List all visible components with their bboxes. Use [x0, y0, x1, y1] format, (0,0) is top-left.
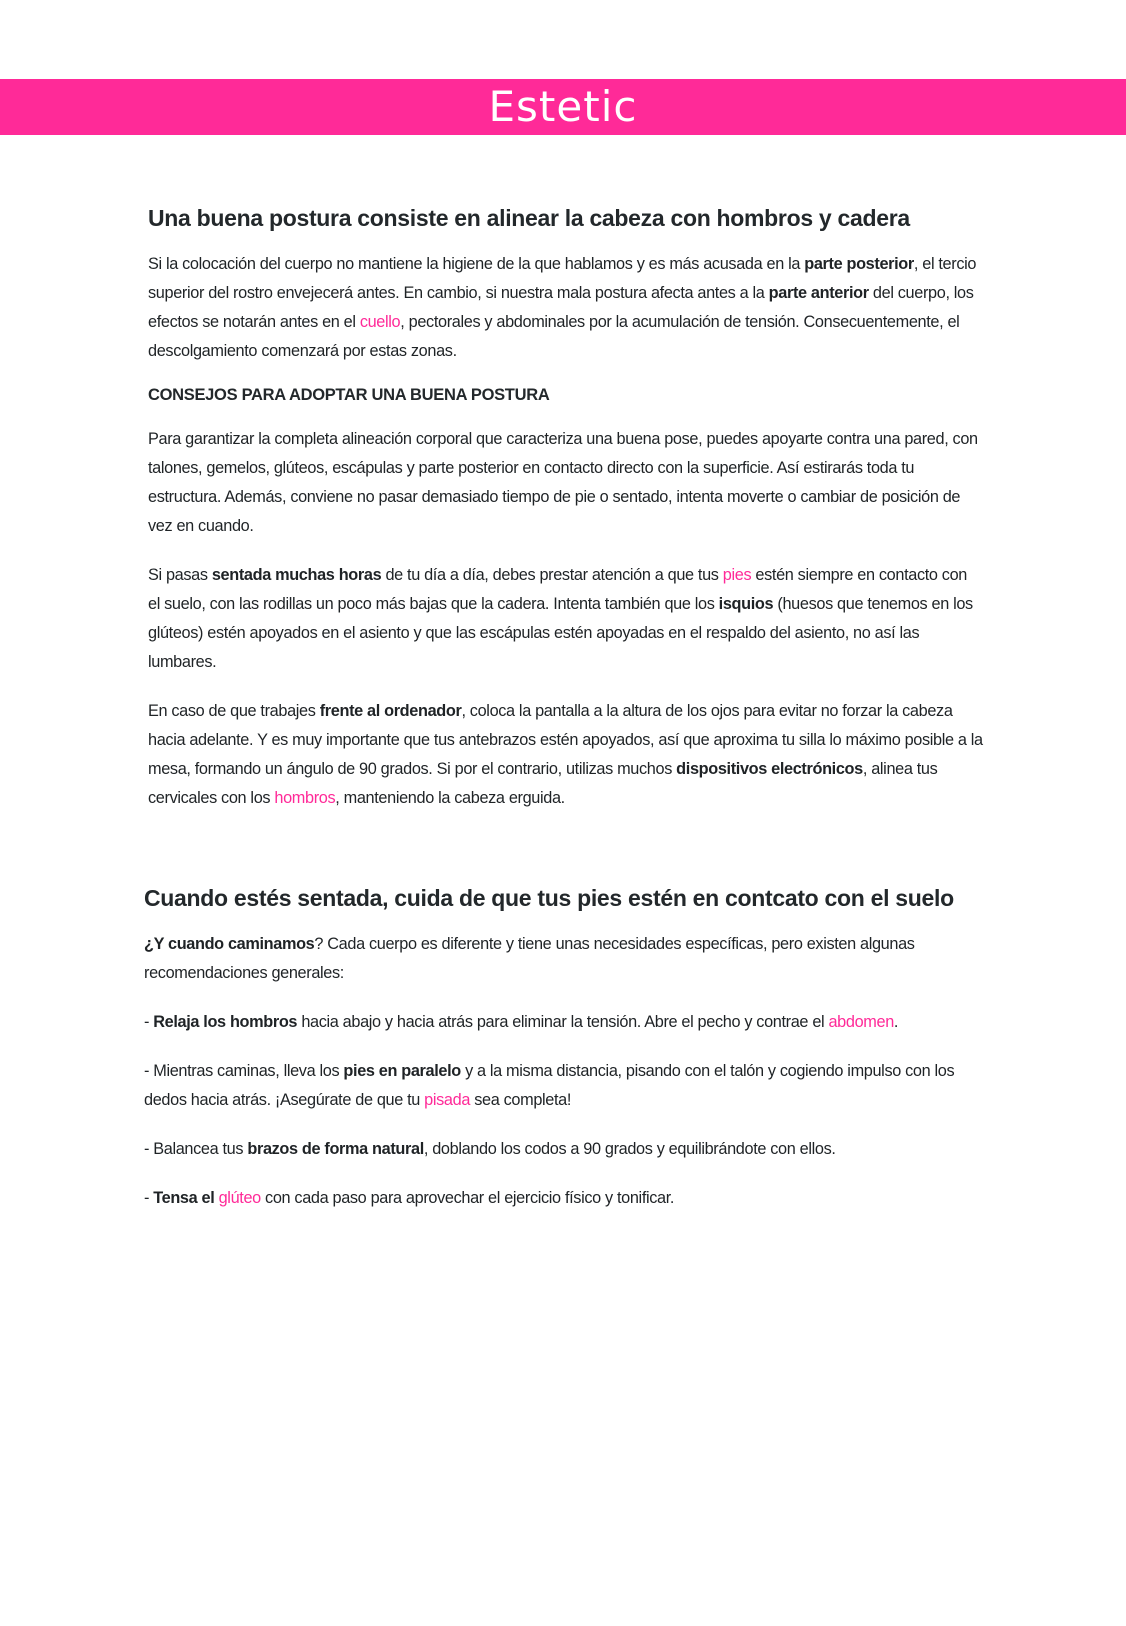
paragraph-alignment: Para garantizar la completa alineación corporal que caracteriza una buena pose, puedes apoyarte contra una pared, con talones, gemelos, glúteos, escápulas y parte posterior en contacto directo con la superficie. Así estirarás toda tu estructura. Además, conviene no pasar demasiado tiempo de pie o sentado, intenta moverte o cambiar de posición de vez en cuando. — [148, 430, 978, 535]
text: - — [144, 1189, 154, 1207]
text: . — [893, 1013, 899, 1031]
paragraph-computer — [148, 697, 983, 813]
text: hacia abajo y hacia atrás para eliminar la tensión. Abre el pecho y contrae el — [297, 1013, 829, 1031]
text: del cuerpo, los efectos se notarán antes en el — [148, 284, 974, 331]
bold-text: Relaja los hombros — [153, 1013, 298, 1031]
text: (huesos que tenemos en los glúteos) estén apoyados en el asiento y que las escápulas estén apoyadas en el respaldo del asiento, no así las lumbares. — [148, 595, 973, 671]
link-pisada[interactable]: pisada — [424, 1091, 471, 1109]
link-hombros[interactable]: hombros — [274, 789, 336, 807]
text: , alinea tus cervicales con los — [148, 760, 938, 807]
section-walking — [144, 885, 989, 1213]
section-posture — [148, 205, 983, 813]
text: y a la misma distancia, pisando con el talón y cogiendo impulso con los dedos hacia atrás. ¡Asegúrate de que tu — [144, 1062, 955, 1109]
paragraph-posture-intro — [148, 250, 983, 366]
text: , el tercio superior del rostro envejecerá antes. En cambio, si nuestra mala postura afecta antes a la — [148, 255, 977, 302]
bold-text: parte posterior — [804, 255, 914, 273]
subheading-tips: CONSEJOS PARA ADOPTAR UNA BUENA POSTURA — [148, 386, 550, 404]
link-abdomen[interactable]: abdomen — [828, 1013, 894, 1031]
text: , coloca la pantalla a la altura de los ojos para evitar no forzar la cabeza hacia adelante. Y es muy importante que tus antebrazos estén apoyados, así que aproxima tu silla lo máximo posible a la mesa, formando un ángulo de 90 grados. Si por el contrario, utilizas muchos — [148, 702, 983, 778]
bold-text: frente al ordenador — [319, 702, 462, 720]
text: con cada paso para aprovechar el ejercicio físico y tonificar. — [260, 1189, 675, 1207]
brand-logo: Estetic — [488, 82, 638, 131]
bold-text: sentada muchas horas — [211, 566, 382, 584]
text: - — [144, 1013, 154, 1031]
text: , doblando los codos a 90 grados y equilibrándote con ellos. — [423, 1140, 836, 1158]
text: Si la colocación del cuerpo no mantiene la higiene de la que hablamos y es más acusada en la — [148, 255, 805, 273]
bold-text: pies en paralelo — [343, 1062, 461, 1080]
bold-text: ¿Y cuando caminamos — [144, 935, 315, 953]
text: ? Cada cuerpo es diferente y tiene unas necesidades específicas, pero existen algunas recomendaciones generales: — [144, 935, 915, 982]
section-heading: Cuando estés sentada, cuida de que tus pies estén en contcato con el suelo — [144, 885, 954, 911]
text: de tu día a día, debes prestar atención a que tus — [381, 566, 723, 584]
text: , pectorales y abdominales por la acumulación de tensión. Consecuentemente, el descolgamiento comenzará por estas zonas. — [148, 313, 960, 360]
text: sea completa! — [470, 1091, 572, 1109]
bold-text: parte anterior — [768, 284, 869, 302]
section-heading: Una buena postura consiste en alinear la cabeza con hombros y cadera — [148, 205, 910, 231]
bold-text: isquios — [718, 595, 774, 613]
bold-text: dispositivos electrónicos — [676, 760, 863, 778]
bold-text: Tensa el — [153, 1189, 215, 1207]
link-pies[interactable]: pies — [722, 566, 752, 584]
text: En caso de que trabajes — [148, 702, 320, 720]
link-gluteo[interactable]: glúteo — [218, 1189, 261, 1207]
text: , manteniendo la cabeza erguida. — [335, 789, 565, 807]
link-cuello[interactable]: cuello — [359, 313, 401, 331]
tip-glutes — [144, 1184, 989, 1213]
text: estén siempre en contacto con el suelo, con las rodillas un poco más bajas que la cadera. Intenta también que los — [148, 566, 968, 613]
bold-text: brazos de forma natural — [247, 1140, 424, 1158]
text: - Balancea tus — [144, 1140, 248, 1158]
paragraph-sitting — [148, 561, 983, 677]
tip-shoulders — [144, 1008, 989, 1037]
text: - Mientras caminas, lleva los — [144, 1062, 344, 1080]
brand-header — [0, 79, 1126, 135]
tip-arms — [144, 1135, 989, 1164]
paragraph-walking-intro — [144, 930, 989, 988]
tip-feet — [144, 1057, 989, 1115]
text: Si pasas — [148, 566, 212, 584]
